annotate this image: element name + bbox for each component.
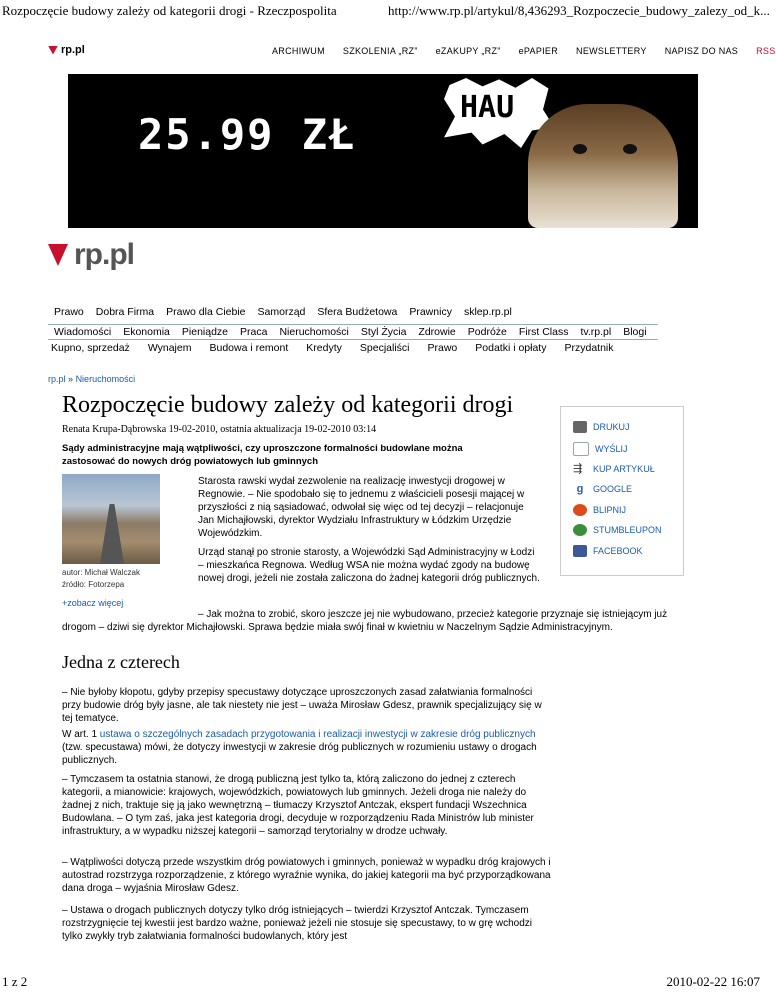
more-photos-link[interactable]: +zobacz więcej xyxy=(62,598,124,608)
printer-icon xyxy=(573,421,587,433)
tool-label: STUMBLEUPON xyxy=(593,525,662,535)
article-paragraph: Starosta rawski wydał zezwolenie na realizację inwestycji drogowej w Regnowie. – Nie spodobało się to jednemu z właścicieli posesji mającej w przyszłości z nią sąsiadować, odwołał się więc od tej decyzji – relacjonuje Jan Michajłowski, dyrektor Wydziału Infrastruktury w Łódzkim Urzędzie Wojewódzkim. xyxy=(198,476,525,539)
nav-item[interactable]: Nieruchomości xyxy=(279,326,349,338)
subnav-item[interactable]: Przydatnik xyxy=(564,342,614,354)
article-paragraph: Urząd stanął po stronie starosty, a Wojewódzki Sąd Administracyjny w Łodzi – mieszkańca Regnowa. Według WSA nie można wydać zgody na budowę nowej drogi, jeżeli nie została zaliczona do żadnej kategorii dróg publicznych. xyxy=(198,547,540,584)
topnav-archiwum[interactable]: ARCHIWUM xyxy=(272,46,325,56)
nav-item[interactable]: Prawnicy xyxy=(409,306,452,318)
nav-item[interactable]: sklep.rp.pl xyxy=(463,306,512,318)
article-byline: Renata Krupa-Dąbrowska 19-02-2010, ostatnia aktualizacja 19-02-2010 03:14 xyxy=(62,424,377,435)
subnav-item[interactable]: Podatki i opłaty xyxy=(475,342,547,354)
photo-author: autor: Michał Walczak xyxy=(62,568,140,577)
topnav-epapier[interactable]: ePAPIER xyxy=(518,46,559,56)
law-link[interactable]: ustawa o szczególnych zasadach przygotowania i realizacji inwestycji w zakresie dróg publicznych xyxy=(99,729,536,740)
share-tools-box xyxy=(560,406,684,576)
article-title: Rozpoczęcie budowy zależy od kategorii drogi xyxy=(62,392,514,418)
topnav-ezakupy[interactable]: eZAKUPY „RZ” xyxy=(435,46,501,56)
nav-item[interactable]: Zdrowie xyxy=(418,326,456,338)
tool-label: DRUKUJ xyxy=(593,422,630,432)
nav-item[interactable]: Podróże xyxy=(467,326,507,338)
topnav-rss[interactable]: RSS xyxy=(756,46,776,56)
tool-google[interactable] xyxy=(573,483,632,495)
envelope-icon xyxy=(573,442,589,456)
tool-label: KUP ARTYKUŁ xyxy=(593,464,655,474)
topnav-newslettery[interactable]: NEWSLETTERY xyxy=(576,46,647,56)
tool-facebook[interactable] xyxy=(573,545,643,557)
article-paragraph: – Nie byłoby kłopotu, gdyby przepisy specustawy dotyczące uproszczonych zasad załatwiania formalności przy budowie dróg były jasne, ale tak niestety nie jest – uważa Mirosław Gdesz, prawnik specjalizujący się w tej tematyce. xyxy=(62,687,542,724)
tool-stumbleupon[interactable] xyxy=(573,524,662,536)
section-heading: Jedna z czterech xyxy=(62,652,180,672)
tool-label: WYŚLIJ xyxy=(595,444,628,454)
nav-item[interactable]: Ekonomia xyxy=(123,326,170,338)
nav-item[interactable]: Praca xyxy=(240,326,268,338)
small-logo-text: rp.pl xyxy=(61,44,85,56)
subnav-item[interactable]: Prawo xyxy=(427,342,458,354)
nav-item[interactable]: Wiadomości xyxy=(54,326,112,338)
nav-item[interactable]: tv.rp.pl xyxy=(580,326,612,338)
stumbleupon-icon xyxy=(573,524,587,536)
nav-item[interactable]: Styl Życia xyxy=(360,326,407,338)
tool-print[interactable] xyxy=(573,421,630,433)
logo-mark-icon xyxy=(48,46,58,55)
subnav-item[interactable]: Kredyty xyxy=(306,342,342,354)
topnav-napisz[interactable]: NAPISZ DO NAS xyxy=(664,46,739,56)
article-photo[interactable] xyxy=(62,474,160,564)
top-bar xyxy=(48,44,776,64)
breadcrumb xyxy=(48,374,135,384)
print-page-number: 1 z 2 xyxy=(2,974,28,989)
subnav-item[interactable]: Wynajem xyxy=(147,342,192,354)
article-paragraph: – Tymczasem ta ostatnia stanowi, że drogą publiczną jest tylko ta, którą zaliczono do jednej z czterech kategorii, a mianowicie: krajowych, wojewódzkich, powiatowych lub gminnych. Jeżeli droga nie należy do żadnej z nich, traktuje się ją jako wewnętrzną – tłumaczy Krzysztof Antczak, ekspert fundacji Wszechnica Budowlana. – O tym zaś, jaka jest kategoria drogi, decyduje w rozporządzeniu Rada Ministrów lub minister infrastruktury, a w wypadku niższej kategorii – samorząd terytorialny w drodze uchwały. xyxy=(62,774,534,837)
breadcrumb-section[interactable]: Nieruchomości xyxy=(75,374,136,384)
tool-label: GOOGLE xyxy=(593,484,633,494)
bulldog-image xyxy=(528,104,678,228)
paragraph-text: W art. 1 xyxy=(62,729,100,740)
banner-bubble-text: HAU xyxy=(460,90,515,125)
main-logo-text: rp.pl xyxy=(74,238,134,271)
subnav-item[interactable]: Budowa i remont xyxy=(209,342,289,354)
topnav-szkolenia[interactable]: SZKOLENIA „RZ” xyxy=(342,46,418,56)
dog-eye xyxy=(573,144,587,154)
tool-label: BLIPNIJ xyxy=(593,505,627,515)
tool-send[interactable] xyxy=(573,442,628,456)
article-paragraph: – Ustawa o drogach publicznych dotyczy tylko dróg istniejących – twierdzi Krzysztof Antczak. Tymczasem rozstrzygnięcie tej kwestii jest bardzo ważne, ponieważ jeżeli nie stosuje się specustawy, to w grę wchodzi tylko zwykły tryb załatwiania formalności budowlanych, który jest xyxy=(62,905,533,942)
blip-icon xyxy=(573,504,587,516)
small-logo[interactable] xyxy=(48,44,85,56)
photo-road xyxy=(100,504,124,564)
nav-item[interactable]: Prawo xyxy=(54,306,84,318)
nav-row-2 xyxy=(48,324,658,340)
cart-icon: ⇶ xyxy=(573,463,583,475)
subnav-item[interactable]: Specjaliści xyxy=(359,342,410,354)
tool-blip[interactable] xyxy=(573,504,626,516)
print-page-title: Rozpoczęcie budowy zależy od kategorii drogi - Rzeczpospolita xyxy=(2,3,337,18)
print-datetime: 2010-02-22 16:07 xyxy=(666,974,760,989)
print-url: http://www.rp.pl/artykul/8,436293_Rozpoczecie_budowy_zalezy_od_k... xyxy=(388,3,770,18)
nav-row-3 xyxy=(48,342,617,354)
nav-item[interactable]: Blogi xyxy=(623,326,647,338)
nav-item[interactable]: Samorząd xyxy=(257,306,306,318)
nav-item[interactable]: First Class xyxy=(518,326,569,338)
breadcrumb-home[interactable]: rp.pl xyxy=(48,374,66,384)
article-paragraph: – Jak można to zrobić, skoro jeszcze jej nie wybudowano, przecież kategorie przyznaje się istniejącym już drogom – dziwi się dyrektor Michajłowski. Sprawa będzie miała swój finał w kwietniu w Naczelnym Sądzie Administracyjnym. xyxy=(62,609,668,633)
subnav-item[interactable]: Kupno, sprzedaż xyxy=(51,342,130,354)
paragraph-text: (tzw. specustawa) mówi, że dotyczy inwestycji w zakresie dróg publicznych w rozumieniu ustawy o drogach publicznych. xyxy=(62,742,537,766)
article-paragraph xyxy=(62,728,552,767)
nav-row-1 xyxy=(48,306,518,318)
logo-mark-icon xyxy=(48,244,68,266)
ad-banner[interactable] xyxy=(68,74,698,228)
breadcrumb-separator: » xyxy=(68,374,74,384)
google-icon: g xyxy=(576,483,584,495)
nav-item[interactable]: Sfera Budżetowa xyxy=(317,306,398,318)
article-lead: Sądy administracyjne mają wątpliwości, czy uproszczone formalności budowlane można zastosować do nowych dróg powiatowych lub gminnych xyxy=(62,443,463,467)
tool-buy[interactable] xyxy=(573,463,655,475)
nav-item[interactable]: Pieniądze xyxy=(181,326,229,338)
facebook-icon xyxy=(573,545,587,557)
dog-eye xyxy=(623,144,637,154)
article-paragraph: – Wątpliwości dotyczą przede wszystkim dróg powiatowych i gminnych, ponieważ w wypadku dróg krajowych i autostrad rozstrzyga rozporządzenie, z którego wyraźnie wynika, do jakiej kategorii ma być przyporządkowana dana droga – wyjaśnia Mirosław Gdesz. xyxy=(62,857,551,894)
print-header xyxy=(0,0,768,22)
banner-price: 25.99 ZŁ xyxy=(138,110,357,159)
photo-source: źródło: Fotorzepa xyxy=(62,580,125,589)
main-logo[interactable] xyxy=(48,238,134,272)
top-nav xyxy=(272,46,776,56)
nav-item[interactable]: Prawo dla Ciebie xyxy=(166,306,246,318)
tool-label: FACEBOOK xyxy=(593,546,643,556)
nav-item[interactable]: Dobra Firma xyxy=(95,306,155,318)
